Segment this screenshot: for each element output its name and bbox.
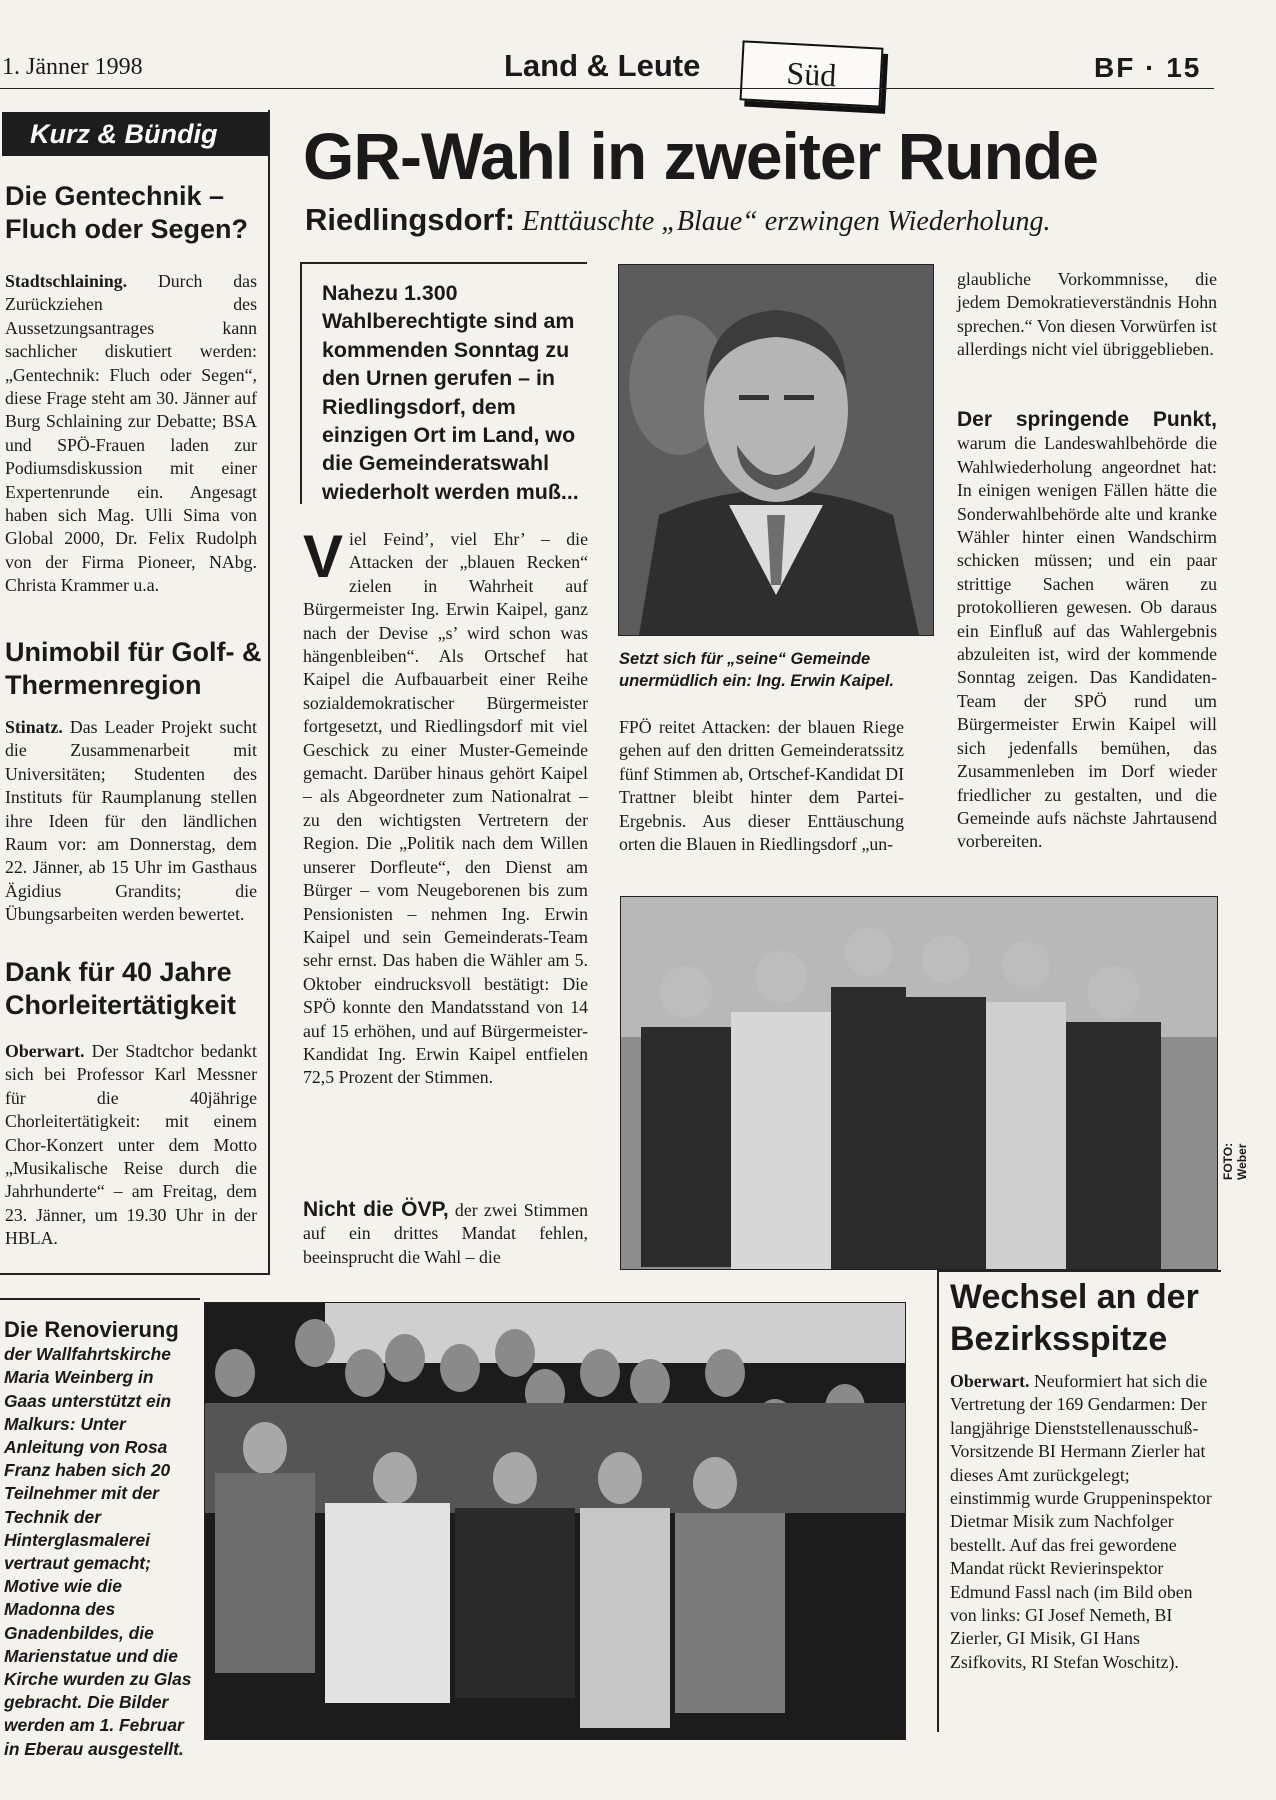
leadin-oevp: Nicht die ÖVP, [303, 1198, 449, 1221]
sidebar-headline-3: Dank für 40 Jahre Chorleitertätigkeit [5, 957, 237, 1020]
group-photo-image [621, 897, 1217, 1269]
sidebar-banner: Kurz & Bündig [2, 112, 268, 156]
renovierung-lead: Die Renovierung [4, 1317, 179, 1342]
leadin-punkt: Der springende Punkt, [957, 408, 1217, 431]
portrait-photo [618, 264, 934, 636]
sidebar-text-1: Durch das Zurückziehen des Aussetzungsantrages kann sachlicher diskutiert werden: „Gentechnik: Fluch oder Segen“, diese Frage steht am 30. Jänner auf Burg Schlaining zur Debatte; BSA und SPÖ-Frauen laden zur Podiumsdiskussion mit einer Expertenrunde ein. Angesagt haben sich Mag. Ulli Sima von Global 2000, Dr. Felix Rudolph von der Firma Pioneer, NAbg. Christa Krammer u.a. [5, 271, 257, 596]
main-headline: GR-Wahl in zweiter Runde [303, 119, 1098, 193]
article-column-3: glaubliche Vorkommnisse, die jedem Demokratieverständnis Hohn sprechen.“ Von diesen Vorwürfen ist allerdings nicht viel übriggeblieben. [957, 269, 1217, 360]
renovierung-text: der Wallfahrtskirche Maria Weinberg in Gaas unterstützt ein Malkurs: Unter Anleitung von Rosa Franz haben sich 20 Teilnehmer mit der Technik der Hinterglasmalerei vertraut gemacht; Motive wie die Madonna des Gnadenbildes, die Marienstatue und die Kirche wurden zu Glas gebracht. Die Bilder werden am 1. Februar in Eberau ausgestellt. [4, 1344, 192, 1759]
wechsel-article [950, 1370, 1212, 1674]
wechsel-headline: Wechsel an der Bezirksspitze [950, 1278, 1199, 1358]
sidebar-article-3 [5, 1040, 257, 1251]
sidebar-headline-1: Die Gentechnik – Fluch oder Segen? [5, 181, 249, 244]
leadin-punkt-text: warum die Landeswahlbehörde die Wahlwiederholung angeordnet hat: In einigen wenigen Fällen hätte die Sonderwahlbehörde alte und kranke Wähler hinter einen Wandschirm schicken müssen; und ein paar strittige Sachen wären zu protokollieren gewesen. Ob daraus ein Einfluß auf das Wahlergebnis abzuleiten ist, wird der kommende Sonntag zeigen. Das Kandidaten-Team der SPÖ rund um Bürgermeister Erwin Kaipel will sich jedenfalls bemühen, das Zusammenleben im Dorf wieder friedlicher zu gestalten, und die Gemeinde aufs nächste Jahrtausend vorbereiten. [957, 433, 1217, 852]
sidebar-headline-2: Unimobil für Golf- & Thermenregion [5, 637, 262, 700]
article-column-3-cont [957, 408, 1217, 854]
renovierung-article [4, 1318, 196, 1761]
region-tag: Süd [740, 40, 884, 107]
article-column-2: FPÖ reitet Attacken: der blauen Riege gehen auf den dritten Gemeinderatssitz fünf Stimmen ab, Ortschef-Kandidat DI Trattner bleibt hinter dem Partei-Ergebnis. Aus dieser Enttäuschung orten die Blauen in Riedlingsdorf „un- [619, 717, 904, 855]
portrait-image [619, 265, 933, 635]
teaser-text: Nahezu 1.300 Wahlberechtigte sind am kommenden Sonntag zu den Urnen gerufen – in Riedlingsdorf, dem einzigen Ort im Land, wo die Gemeinderatswahl wiederholt werden muß... [322, 281, 579, 504]
group-photo-gendarmes [620, 896, 1218, 1270]
section-rubric: Land & Leute [504, 48, 701, 83]
main-subline [305, 202, 1225, 238]
wechsel-place: Oberwart. [950, 1371, 1030, 1391]
sidebar-place-3: Oberwart. [5, 1041, 85, 1061]
sidebar-article-2 [5, 716, 257, 927]
drop-cap: V [303, 523, 344, 590]
leadin-oevp-text: der zwei Stimmen auf ein drittes Mandat fehlen, beeinsprucht die Wahl – die [303, 1200, 588, 1267]
sidebar-place-2: Stinatz. [5, 717, 63, 737]
subline-text: Enttäuschte „Blaue“ erzwingen Wiederholung. [515, 206, 1051, 237]
course-photo-image [205, 1303, 905, 1739]
subline-place: Riedlingsdorf: [305, 202, 516, 237]
page-number: BF · 15 [1094, 52, 1202, 83]
issue-date: 1. Jänner 1998 [2, 54, 143, 80]
group-photo-course [204, 1302, 906, 1740]
sidebar-article-1 [5, 270, 257, 598]
article-column-1-end [303, 1198, 588, 1269]
sidebar-place-1: Stadtschlaining. [5, 271, 128, 291]
header-rule [0, 88, 1214, 89]
sidebar-text-2: Das Leader Projekt sucht die Zusammenarbeit mit Universitäten; Studenten des Instituts für Raumplanung stellen ihre Ideen für den ländlichen Raum vor: am Donnerstag, dem 22. Jänner, ab 15 Uhr im Gasthaus Ägidius Grandits; die Übungsarbeiten werden bewertet. [5, 717, 257, 925]
sidebar-text-3: Der Stadtchor bedankt sich bei Professor Karl Messner für die 40jährige Chorleitertätigkeit: mit einem Chor-Konzert unter dem Motto „Musikalische Reise durch die Jahrhunderte“ – am Freitag, dem 23. Jänner, um 19.30 Uhr in der HBLA. [5, 1041, 257, 1249]
article-column-1 [303, 523, 588, 1090]
wechsel-text: Neuformiert hat sich die Vertretung der 169 Gendarmen: Der langjährige Dienststellenausschuß-Vorsitzende BI Hermann Zierler hat dieses Amt zurückgelegt; einstimmig wurde Gruppeninspektor Dietmar Misik zum Nachfolger bestellt. Auf das frei gewordene Mandat rückt Revierinspektor Edmund Fassl nach (im Bild oben von links: GI Josef Nemeth, BI Zierler, GI Misik, GI Hans Zsifkovits, RI Stefan Woschitz). [950, 1371, 1212, 1672]
portrait-caption: Setzt sich für „seine“ Gemeinde unermüdlich ein: Ing. Erwin Kaipel. [619, 650, 895, 690]
article-text-1: iel Feind’, viel Ehr’ – die Attacken der „blauen Recken“ zielen in Wahrheit auf Bürgermeister Ing. Erwin Kaipel, ganz nach der Devise „s’ wird schon was hängenbleiben“. Als Ortschef hat Kaipel die Aufbauarbeit einer Reihe sozialdemokratischer Bürgermeister fortgesetzt, und Riedlingsdorf mit viel Geschick zu einer Muster-Gemeinde gemacht. Darüber hinaus gehört Kaipel – als Abgeordneter zum Nationalrat – zu den wichtigsten Vertretern der Region. Die „Politik nach dem Willen unserer Dorfleute“, den Dienst am Bürger – vom Neugeborenen bis zum Pensionisten – nehmen Ing. Erwin Kaipel und sein Gemeinderats-Team sehr ernst. Das haben die Wähler am 5. Oktober eindrucksvoll bestätigt: Die SPÖ konnte den Mandatsstand von 14 auf 15 erhöhen, und auf Bürgermeister-Kandidat Ing. Erwin Kaipel entfielen 72,5 Prozent der Stimmen. [303, 529, 588, 1088]
renovierung-rule [0, 1298, 200, 1300]
photo-credit: FOTO: Weber [1221, 1142, 1249, 1180]
